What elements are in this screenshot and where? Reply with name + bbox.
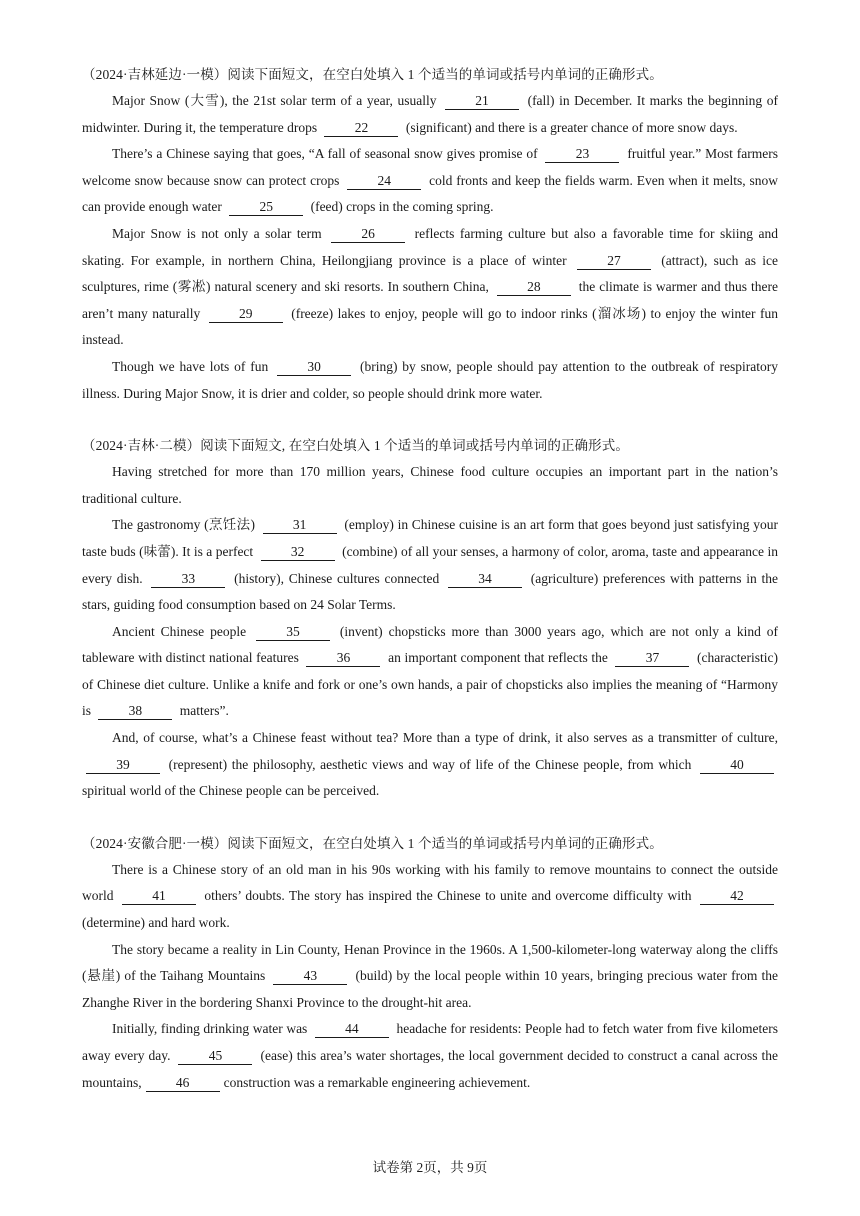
passage-text: Though we have lots of fun — [112, 358, 274, 374]
passage-paragraph — [82, 725, 778, 805]
exercise-instructions: （2024·吉林延边·一模）阅读下面短文，在空白处填入 1 个适当的单词或括号内单词的正确形式。 — [82, 67, 663, 82]
answer-blank[interactable]: 46 — [146, 1075, 220, 1092]
passage-paragraph — [82, 88, 778, 141]
answer-blank[interactable]: 44 — [315, 1021, 389, 1038]
passage-text: the climate is warmer and thus there aren’t many naturally — [82, 279, 778, 321]
passage-paragraph — [82, 619, 778, 725]
answer-blank[interactable]: 40 — [700, 757, 774, 774]
passage-text: Ancient Chinese people — [112, 623, 252, 639]
passage-text: matters”. — [176, 703, 229, 719]
answer-blank[interactable]: 32 — [261, 544, 335, 561]
passage-text: (combine) of all your senses, a harmony of color, aroma, taste and appearance in every dish. — [82, 543, 778, 586]
passage-text: others’ doubts. The story has inspired the Chinese to unite and overcome difficulty with — [199, 888, 696, 904]
answer-blank[interactable]: 24 — [347, 173, 421, 190]
passage-text: (characteristic) of Chinese diet culture. Unlike a knife and fork or one’s own hands, a pair of chopsticks also implies the meaning of “Harmony is — [82, 650, 778, 719]
exercise-section — [82, 433, 778, 805]
passage-text: (employ) in Chinese cuisine is an art form that goes beyond just satisfying your taste buds (味蕾). It is a perfect — [82, 517, 778, 559]
passage-text: There’s a Chinese saying that goes, “A fall of seasonal snow gives promise of — [112, 146, 542, 162]
answer-blank[interactable]: 26 — [331, 226, 405, 243]
answer-blank[interactable]: 43 — [273, 968, 347, 985]
passage-paragraph — [82, 354, 778, 407]
passage-text: an important component that reflects the — [384, 650, 612, 666]
passage-text: Having stretched for more than 170 million years, Chinese food culture occupies an important part in the nation’s traditional culture. — [82, 464, 778, 506]
passage-text: (history), Chinese cultures connected — [229, 570, 445, 586]
passage-text: reflects farming culture but also a favorable time for skiing and skating. For example, in northern China, Heilongjiang province is a place of winter — [82, 225, 778, 268]
answer-blank[interactable]: 33 — [151, 571, 225, 588]
answer-blank[interactable]: 39 — [86, 757, 160, 774]
answer-blank[interactable]: 35 — [256, 624, 330, 641]
passage-paragraph — [82, 857, 778, 937]
answer-blank[interactable]: 38 — [98, 703, 172, 720]
answer-blank[interactable]: 22 — [324, 120, 398, 137]
passage-text: spiritual world of the Chinese people can be perceived. — [82, 783, 380, 799]
answer-blank[interactable]: 29 — [209, 306, 283, 323]
passage-text: Major Snow is not only a solar term — [112, 225, 328, 241]
passage-paragraph — [82, 221, 778, 354]
passage-text: (feed) crops in the coming spring. — [307, 199, 494, 215]
answer-blank[interactable]: 34 — [448, 571, 522, 588]
answer-blank[interactable]: 36 — [306, 650, 380, 667]
page-footer: 试卷第 2页，共 9页 — [372, 1160, 488, 1175]
passage-text: (significant) and there is a greater chance of more snow days. — [402, 119, 738, 135]
passage-text: The story became a reality in Lin County, Henan Province in the 1960s. A 1,500-kilometer-long waterway along the cliffs (悬崖) of the Taihang Mountains — [82, 941, 778, 984]
passage-paragraph — [82, 459, 778, 512]
passage-text: (bring) by snow, people should pay attention to the outbreak of respiratory illness. During Major Snow, it is drier and colder, so people should drink more water. — [82, 358, 778, 401]
passage-text: Major Snow (大雪), the 21st solar term of a year, usually — [112, 93, 442, 108]
answer-blank[interactable]: 42 — [700, 888, 774, 905]
passage-text: There is a Chinese story of an old man in his 90s working with his family to remove mountains to connect the outside world — [82, 861, 778, 904]
passage-text: And, of course, what’s a Chinese feast without tea? More than a type of drink, it also serves as a transmitter of culture, — [112, 730, 778, 746]
answer-blank[interactable]: 21 — [445, 93, 519, 110]
passage-text: The gastronomy (烹饪法) — [112, 517, 259, 533]
answer-blank[interactable]: 23 — [545, 146, 619, 163]
passage-text: (freeze) lakes to enjoy, people will go to indoor rinks (溜冰场) to enjoy the winter fun instead. — [82, 305, 778, 348]
passage-text: (invent) chopsticks more than 3000 years ago, which are not only a kind of tableware with distinct national features — [82, 623, 778, 666]
document-page — [82, 62, 778, 1096]
passage-text: fruitful year.” Most farmers welcome snow because snow can protect crops — [82, 146, 779, 188]
passage-text: (build) by the local people within 10 years, bringing precious water from the Zhanghe River in the bordering Shanxi Province to the drought-hit area. — [82, 968, 778, 1010]
passage-text: (attract), such as ice sculptures, rime (雾凇) natural scenery and ski resorts. In southern China, — [82, 252, 778, 295]
passage-text: (agriculture) preferences with patterns in the stars, guiding food consumption based on 24 Solar Terms. — [82, 570, 779, 613]
answer-blank[interactable]: 30 — [277, 359, 351, 376]
passage-text: construction was a remarkable engineering achievement. — [223, 1074, 531, 1090]
passage-paragraph — [82, 1016, 778, 1096]
passage-text: (represent) the philosophy, aesthetic views and way of life of the Chinese people, from which — [164, 756, 696, 772]
answer-blank[interactable]: 25 — [229, 199, 303, 216]
answer-blank[interactable]: 37 — [615, 650, 689, 667]
exercise-instructions: （2024·安徽合肥·一模）阅读下面短文，在空白处填入 1 个适当的单词或括号内单词的正确形式。 — [82, 835, 663, 851]
passage-paragraph — [82, 937, 778, 1017]
answer-blank[interactable]: 41 — [122, 888, 196, 905]
exercise-section — [82, 62, 778, 407]
passage-text: Initially, finding drinking water was — [112, 1021, 311, 1037]
answer-blank[interactable]: 45 — [178, 1048, 252, 1065]
passage-text: (fall) in December. It marks the beginning of midwinter. During it, the temperature drops — [82, 93, 778, 135]
exercise-section — [82, 831, 778, 1096]
answer-blank[interactable]: 27 — [577, 253, 651, 270]
passage-text: (ease) this area’s water shortages, the local government decided to construct a canal across the mountains, — [82, 1048, 779, 1090]
answer-blank[interactable]: 31 — [263, 517, 337, 534]
passage-paragraph — [82, 141, 778, 221]
passage-text: cold fronts and keep the fields warm. Even when it melts, snow can provide enough water — [82, 172, 778, 215]
passage-text: headache for residents: People had to fetch water from five kilometers away every day. — [82, 1021, 778, 1063]
answer-blank[interactable]: 28 — [497, 279, 571, 296]
passage-paragraph — [82, 512, 778, 618]
exercise-instructions: （2024·吉林·二模）阅读下面短文, 在空白处填入 1 个适当的单词或括号内单词的正确形式。 — [82, 438, 629, 454]
passage-text: (determine) and hard work. — [82, 915, 230, 931]
